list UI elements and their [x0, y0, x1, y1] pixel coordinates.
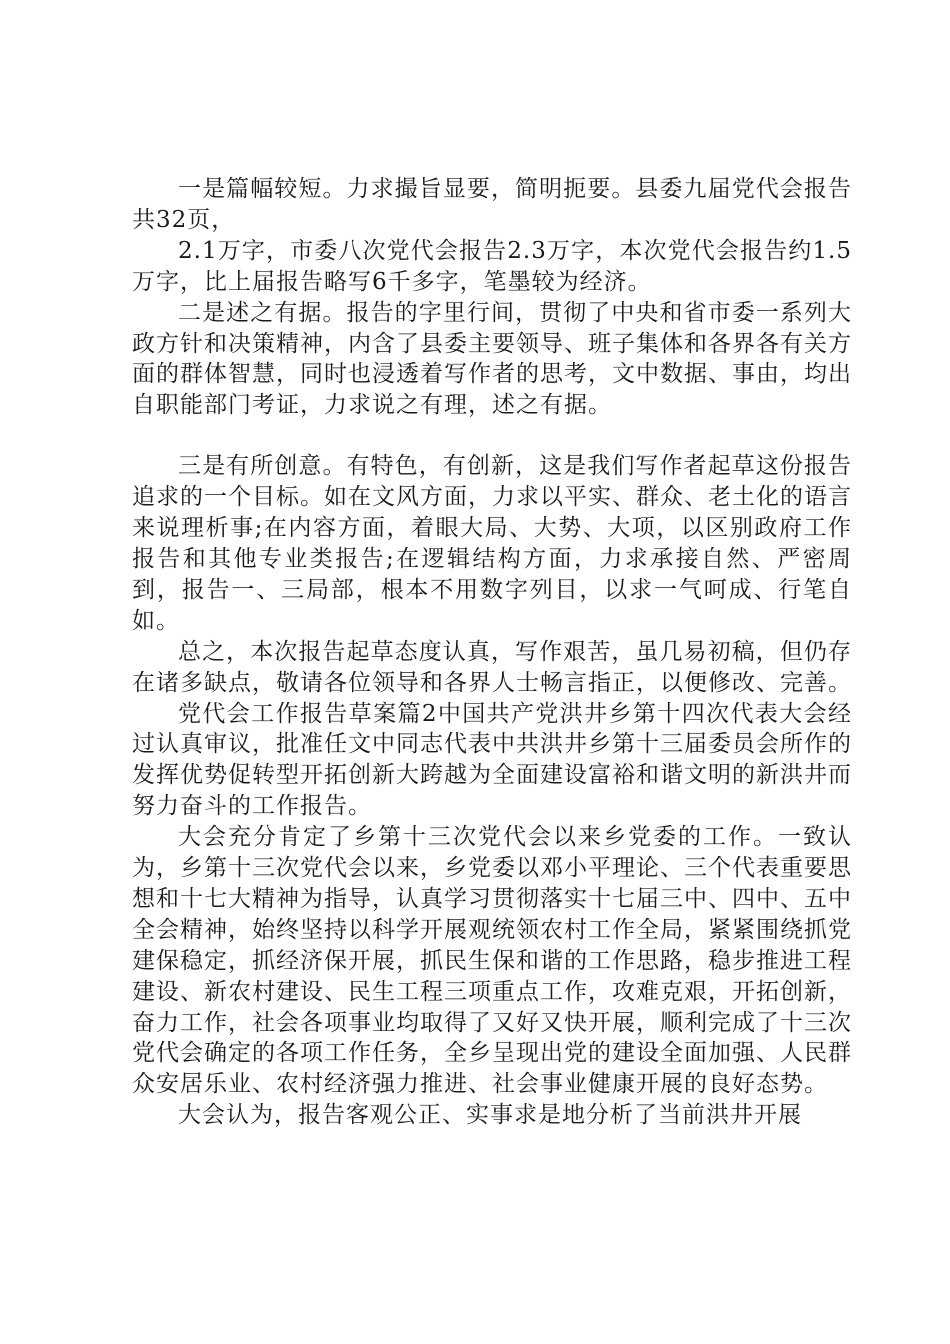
paragraph-5: 总之，本次报告起草态度认真，写作艰苦，虽几易初稿，但仍存在诸多缺点，敬请各位领导和各界人士畅言指正，以便修改、完善。 — [132, 638, 852, 696]
paragraph-3: 二是述之有据。报告的字里行间，贯彻了中央和省市委一系列大政方针和决策精神，内含了县委主要领导、班子集体和各界各有关方面的群体智慧，同时也浸透着写作者的思考，文中数据、事由，均出自职能部门考证，力求说之有理，述之有据。 — [132, 299, 852, 419]
paragraph-7: 大会充分肯定了乡第十三次党代会以来乡党委的工作。一致认为，乡第十三次党代会以来，乡党委以邓小平理论、三个代表重要思想和十七大精神为指导，认真学习贯彻落实十七届三中、四中、五中全会精神，始终坚持以科学开展观统领农村工作全局，紧紧围绕抓党建保稳定，抓经济保开展，抓民生保和谐的工作思路，稳步推进工程建设、新农村建设、民生工程三项重点工作，攻难克艰，开拓创新，奋力工作，社会各项事业均取得了又好又快开展，顺利完成了十三次党代会确定的各项工作任务，全乡呈现出党的建设全面加强、人民群众安居乐业、农村经济强力推进、社会事业健康开展的良好态势。 — [132, 824, 852, 1098]
paragraph-1: 一是篇幅较短。力求撮旨显要，简明扼要。县委九届党代会报告共32页， — [132, 176, 852, 233]
paragraph-6: 党代会工作报告草案篇2中国共产党洪井乡第十四次代表大会经过认真审议，批准任文中同志代表中共洪井乡第十三届委员会所作的发挥优势促转型开拓创新大跨越为全面建设富裕和谐文明的新洪井而努力奋斗的工作报告。 — [132, 700, 852, 820]
paragraph-4: 三是有所创意。有特色，有创新，这是我们写作者起草这份报告追求的一个目标。如在文风方面，力求以平实、群众、老土化的语言来说理析事;在内容方面，着眼大局、大势、大项，以区别政府工作报告和其他专业类报告;在逻辑结构方面，力求承接自然、严密周到，报告一、三局部，根本不用数字列目，以求一气呵成、行笔自如。 — [132, 453, 852, 634]
paragraph-8: 大会认为，报告客观公正、实事求是地分析了当前洪井开展 — [178, 1102, 802, 1129]
paragraph-2: 2.1万字，市委八次党代会报告2.3万字，本次党代会报告约1.5万字，比上届报告略写6千多字，笔墨较为经济。 — [132, 237, 852, 295]
document-body — [132, 174, 852, 1131]
